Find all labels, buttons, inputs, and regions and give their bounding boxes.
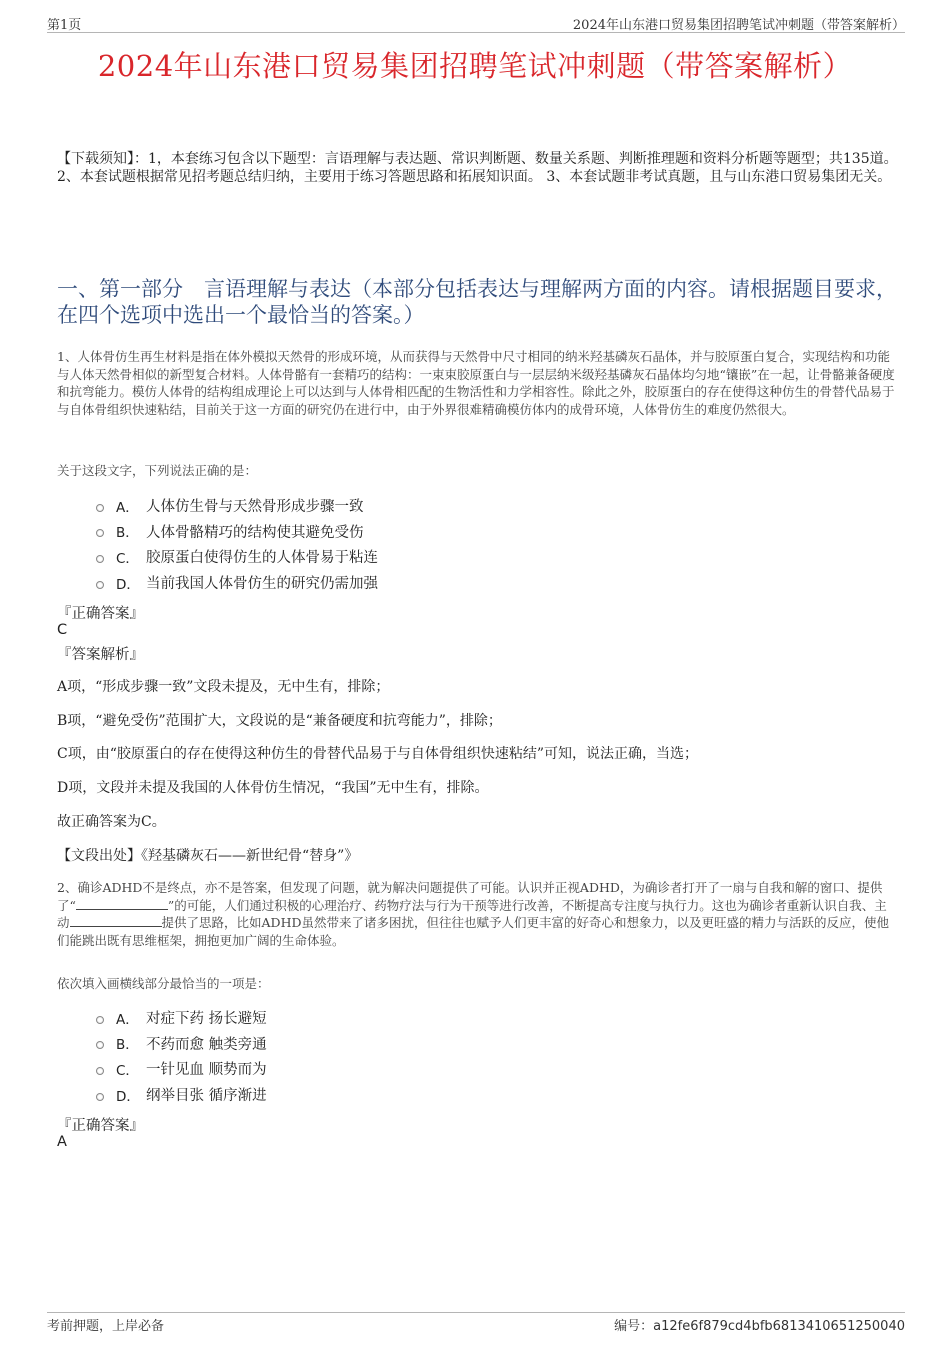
footer-slogan: 考前押题，上岸必备 <box>47 1319 165 1334</box>
fill-blank[interactable] <box>70 915 162 927</box>
explanation-line: B项，“避免受伤”范围扩大，文段说的是“兼备硬度和抗弯能力”，排除； <box>57 713 502 729</box>
fill-blank[interactable] <box>76 898 168 910</box>
radio-icon[interactable] <box>96 1067 104 1075</box>
question-1-options <box>96 493 378 595</box>
option-letter: A． <box>116 1011 139 1028</box>
section-title: 一、第一部分 言语理解与表达（本部分包括表达与理解两方面的内容。请根据题目要求，在四个选项中选出一个最恰当的答案。） <box>57 277 897 327</box>
question-2-text-part: ”的可能，人们通过积极的心理治疗、药物疗法与行为干预等进行改善，不断提高专注度与执行力。这也为确诊者重新认识自我、主动 <box>57 897 887 930</box>
option-a[interactable] <box>96 1005 267 1031</box>
explanation-line: D项，文段并未提及我国的人体骨仿生情况，“我国”无中生有，排除。 <box>57 780 489 796</box>
option-letter: C． <box>116 1062 139 1079</box>
option-text: 一针见血 顺势而为 <box>146 1062 267 1079</box>
radio-icon[interactable] <box>96 1041 104 1049</box>
option-letter: C． <box>116 550 139 567</box>
radio-icon[interactable] <box>96 529 104 537</box>
question-2-text-part: 提供了思路，比如ADHD虽然带来了诸多困扰，但往往也赋予人们更丰富的好奇心和想象力，以及更旺盛的精力与活跃的反应，使他们能跳出既有思维框架，拥抱更加广阔的生命体验。 <box>57 915 889 948</box>
code-label: 编号： <box>614 1319 654 1334</box>
option-letter: A． <box>116 499 139 516</box>
option-text: 人体仿生骨与天然骨形成步骤一致 <box>146 499 364 516</box>
page-number: 第1页 <box>47 18 82 33</box>
option-letter: D． <box>116 1088 140 1105</box>
radio-icon[interactable] <box>96 581 104 589</box>
explanation-conclusion: 故正确答案为C。 <box>57 814 166 830</box>
question-1-prompt: 关于这段文字，下列说法正确的是： <box>57 463 258 478</box>
radio-icon[interactable] <box>96 1016 104 1024</box>
option-text: 纲举目张 循序渐进 <box>146 1088 267 1105</box>
download-notice: 【下载须知】：1，本套练习包含以下题型：言语理解与表达题、常识判断题、数量关系题、判断推理题和资料分析题等题型；共135道。 2、本套试题根据常见招考题总结归纳，主要用于练习答题思路和拓展知识面。 3、本套试题非考试真题，且与山东港口贸易集团无关。 <box>57 151 898 185</box>
option-b[interactable] <box>96 519 378 545</box>
code-value: a12fe6f879cd4bfb6813410651250040 <box>653 1319 905 1334</box>
answer-value: A <box>57 1134 67 1150</box>
option-text: 当前我国人体骨仿生的研究仍需加强 <box>146 576 378 593</box>
answer-value: C <box>57 622 68 638</box>
footer-code <box>614 1315 905 1334</box>
option-d[interactable] <box>96 1082 267 1108</box>
option-text: 胶原蛋白使得仿生的人体骨易于粘连 <box>146 550 378 567</box>
document-title: 2024年山东港口贸易集团招聘笔试冲刺题（带答案解析） <box>97 49 853 83</box>
explanation-label: 『答案解析』 <box>57 647 144 663</box>
option-c[interactable] <box>96 1056 267 1082</box>
radio-icon[interactable] <box>96 555 104 563</box>
question-2-text-part: 2、确诊ADHD不是终点，亦不是答案，但发现了问题，就为解决问题提供了可能。认识并正视ADHD，为确诊者打开了一扇与自我和解的窗口、提供了“ <box>57 880 883 913</box>
header-doc-title: 2024年山东港口贸易集团招聘笔试冲刺题（带答案解析） <box>572 18 905 33</box>
option-letter: B． <box>116 525 139 542</box>
option-c[interactable] <box>96 544 378 570</box>
question-2-prompt: 依次填入画横线部分最恰当的一项是： <box>57 976 270 991</box>
option-b[interactable] <box>96 1031 267 1057</box>
answer-label: 『正确答案』 <box>57 606 144 622</box>
option-letter: D． <box>116 576 140 593</box>
explanation-line: A项，“形成步骤一致”文段未提及，无中生有，排除； <box>57 679 390 695</box>
radio-icon[interactable] <box>96 1093 104 1101</box>
explanation-line: C项，由“胶原蛋白的存在使得这种仿生的骨替代品易于与自体骨组织快速粘结”可知，说法正确，当选； <box>57 746 699 762</box>
option-text: 人体骨骼精巧的结构使其避免受伤 <box>146 524 364 541</box>
option-d[interactable] <box>96 570 378 596</box>
page-footer <box>47 1312 905 1333</box>
radio-icon[interactable] <box>96 504 104 512</box>
option-text: 对症下药 扬长避短 <box>146 1011 267 1028</box>
question-1-text: 1、人体骨仿生再生材料是指在体外模拟天然骨的形成环境，从而获得与天然骨中尺寸相同的纳米羟基磷灰石晶体，并与胶原蛋白复合，实现结构和功能与人体天然骨相似的新型复合材料。人体骨骼有一套精巧的结构：一束束胶原蛋白与一层层纳米级羟基磷灰石晶体均匀地“镶嵌”在一起，让骨骼兼备硬度和抗弯能力。模仿人体骨的结构组成理论上可以达到与人体骨相匹配的生物活性和力学相容性。除此之外，胶原蛋白的存在使得这种仿生的骨替代品易于与自体骨组织快速粘结，目前关于这一方面的研究仍在进行中，由于外界很难精确模仿体内的成骨环境，人体骨仿生的难度仍然很大。 <box>57 349 895 417</box>
answer-label: 『正确答案』 <box>57 1118 144 1134</box>
page-header <box>47 14 905 33</box>
option-a[interactable] <box>96 493 378 519</box>
option-text: 不药而愈 触类旁通 <box>146 1036 267 1053</box>
question-2-text <box>57 879 899 949</box>
source-citation: 【文段出处】《羟基磷灰石——新世纪骨“替身”》 <box>57 848 359 864</box>
question-2-options <box>96 1005 267 1107</box>
option-letter: B． <box>116 1037 139 1054</box>
